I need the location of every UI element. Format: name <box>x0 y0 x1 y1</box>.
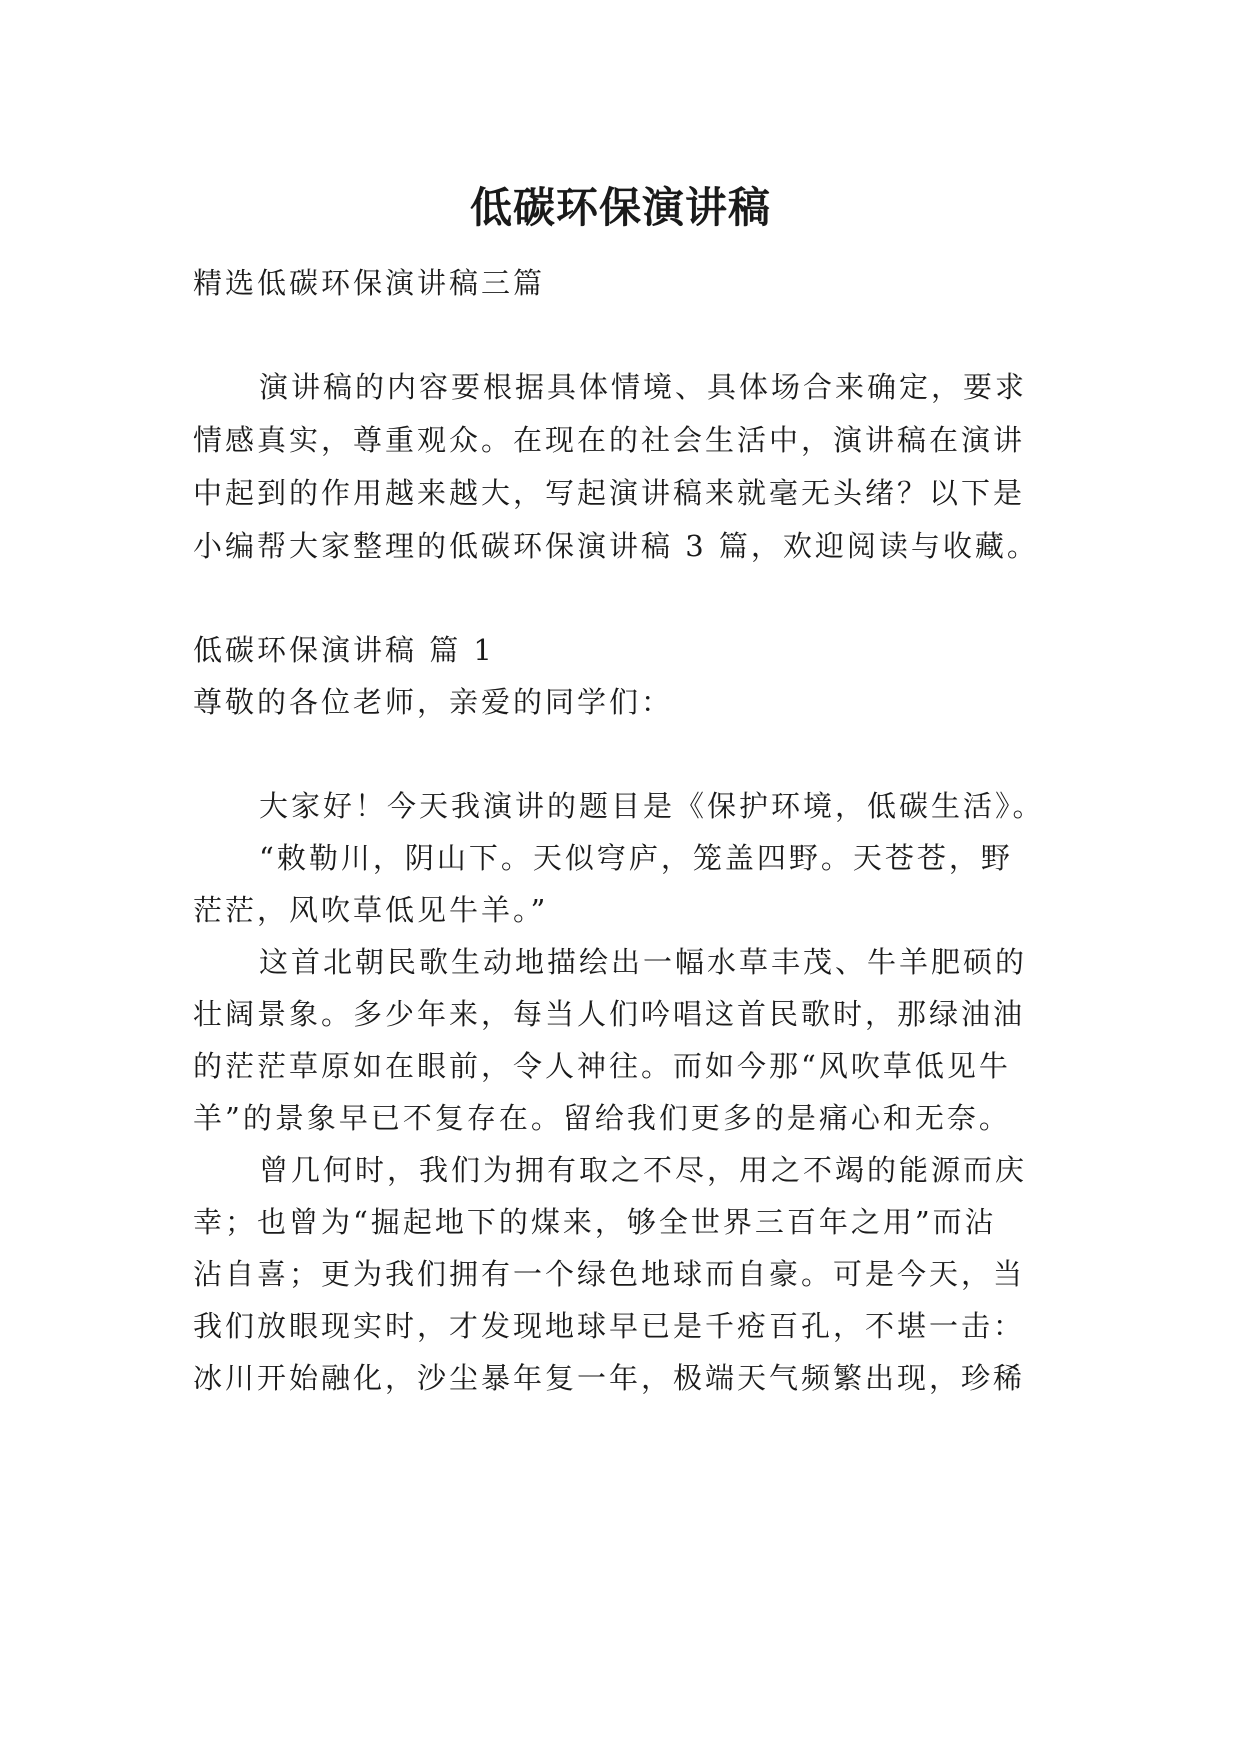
intro-line: 小编帮大家整理的低碳环保演讲稿 3 篇，欢迎阅读与收藏。 <box>193 529 1039 563</box>
intro-line: 中起到的作用越来越大，写起演讲稿来就毫无头绪？以下是 <box>193 476 1026 510</box>
body-line: 大家好！今天我演讲的题目是《保护环境，低碳生活》。 <box>259 789 1045 823</box>
intro-line: 演讲稿的内容要根据具体情境、具体场合来确定，要求 <box>259 370 1028 404</box>
body-line: 冰川开始融化，沙尘暴年复一年，极端天气频繁出现，珍稀 <box>193 1361 1026 1395</box>
body-line: 我们放眼现实时，才发现地球早已是千疮百孔，不堪一击： <box>193 1309 1026 1343</box>
intro-line: 情感真实，尊重观众。在现在的社会生活中，演讲稿在演讲 <box>193 423 1026 457</box>
body-line: 的茫茫草原如在眼前，令人神往。而如今那“风吹草低见牛 <box>193 1049 1011 1083</box>
body-line: 沾自喜；更为我们拥有一个绿色地球而自豪。可是今天，当 <box>193 1257 1026 1291</box>
salutation: 尊敬的各位老师，亲爱的同学们： <box>193 685 674 719</box>
body-line: 幸；也曾为“掘起地下的煤来，够全世界三百年之用”而沾 <box>193 1205 997 1239</box>
document-title: 低碳环保演讲稿 <box>469 183 771 233</box>
document-subtitle: 精选低碳环保演讲稿三篇 <box>193 266 546 300</box>
body-line: “敕勒川，阴山下。天似穹庐，笼盖四野。天苍苍，野 <box>259 841 1013 875</box>
body-line: 壮阔景象。多少年来，每当人们吟唱这首民歌时，那绿油油 <box>193 997 1026 1031</box>
body-line: 曾几何时，我们为拥有取之不尽，用之不竭的能源而庆 <box>259 1153 1028 1187</box>
section-heading: 低碳环保演讲稿 篇 1 <box>193 633 495 667</box>
body-line: 羊”的景象早已不复存在。留给我们更多的是痛心和无奈。 <box>193 1101 1011 1135</box>
body-line: 茫茫，风吹草低见牛羊。” <box>193 893 549 927</box>
body-line: 这首北朝民歌生动地描绘出一幅水草丰茂、牛羊肥硕的 <box>259 945 1028 979</box>
